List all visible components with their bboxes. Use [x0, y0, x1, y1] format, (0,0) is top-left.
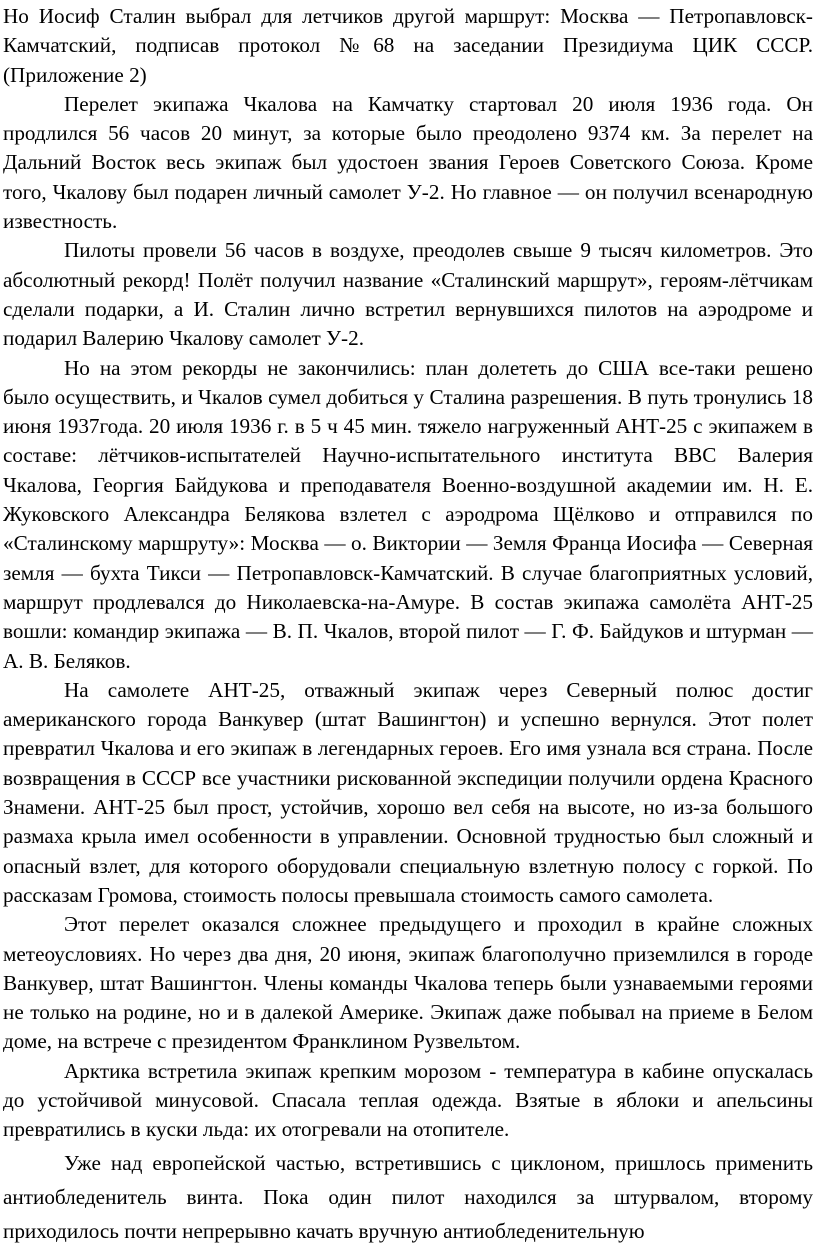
paragraph-arctic-frost: Арктика встретила экипаж крепким морозом - температура в кабине опускалась до устойчивой минусовой. Спасала теплая одежда. Взятые в яблоки и апельсины превратились в куски льда: их отогревали на отопителе. — [3, 1058, 813, 1142]
paragraph-record: Пилоты провели 56 часов в воздухе, преодолев свыше 9 тысяч километров. Это абсолютный рекорд! Полёт получил название «Сталинский маршрут», героям-лётчикам сделали подарки, а И. Сталин лично встретил вернувшихся пилотов на аэродроме и подарил Валерию Чкалову самолет У-2. — [3, 238, 813, 351]
paragraph-kamchatka-flight: Перелет экипажа Чкалова на Камчатку стартовал 20 июля 1936 года. Он продлился 56 часов 20 минут, за которые было преодолено 9374 км. За перелет на Дальний Восток весь экипаж был удостоен звания Героев Советского Союза. Кроме того, Чкалову был подарен личный самолет У-2. Но главное — он получил всенародную известность. — [3, 91, 813, 234]
paragraph-vancouver-landing: Этот перелет оказался сложнее предыдущего и проходил в крайне сложных метеоусловиях. Но через два дня, 20 июня, экипаж благополучно приземлился в городе Ванкувер, штат Вашингтон. Члены команды Чкалова теперь были узнаваемыми героями не только на родине, но и в далекой Америке. Экипаж даже побывал на приеме в Белом доме, на встрече с президентом Франклином Рузвельтом. — [3, 912, 813, 1054]
paragraph-route-choice: Но Иосиф Сталин выбрал для летчиков другой маршрут: Москва — Петропавловск-Камчатский, подписав протокол №68 на заседании Президиума ЦИК СССР. (Приложение 2) — [3, 4, 813, 87]
paragraph-north-pole: На самолете АНТ-25, отважный экипаж через Северный полюс достиг американского города Ванкувер (штат Вашингтон) и успешно вернулся. Этот полет превратил Чкалова и его экипаж в легендарных героев. Его имя узнала вся страна. После возвращения в СССР все участники рискованной экспедиции получили ордена Красного Знамени. АНТ-25 был прост, устойчив, хорошо вел себя на высоте, но из-за большого размаха крыла имел особенности в управлении. Основной трудностью был сложный и опасный взлет, для которого оборудовали специальную взлетную полосу с горкой. По рассказам Громова, стоимость полосы превышала стоимость самого самолета. — [3, 677, 813, 907]
paragraph-cyclone: Уже над европейской частью, встретившись с циклоном, пришлось применить антиобледенитель винта. Пока один пилот находился за штурвалом, второму приходилось почти непрерывно качать вручную антиобледенительную — [3, 1150, 813, 1243]
paragraph-usa-flight-plan: Но на этом рекорды не закончились: план долететь до США все-таки решено было осуществить, и Чкалов сумел добиться у Сталина разрешения. В путь тронулись 18 июня 1937года. 20 июля 1936 г. в 5 ч 45 мин. тяжело нагруженный АНТ-25 с экипажем в составе: лётчиков-испытателей Научно-испытательного института ВВС Валерия Чкалова, Георгия Байдукова и преподавателя Военно-воздушной академии им. Н. Е. Жуковского Александра Белякова взлетел с аэродрома Щёлково и отправился по «Сталинскому маршруту»: Москва — о. Виктории — Земля Франца Иосифа — Северная земля — бухта Тикси — Петропавловск-Камчатский. В случае благоприятных условий, маршрут продлевался до Николаевска-на-Амуре. В состав экипажа самолёта АНТ-25 вошли: командир экипажа — В. П. Чкалов, второй пилот — Г. Ф. Байдуков и штурман — А. В. Беляков. — [3, 355, 813, 673]
